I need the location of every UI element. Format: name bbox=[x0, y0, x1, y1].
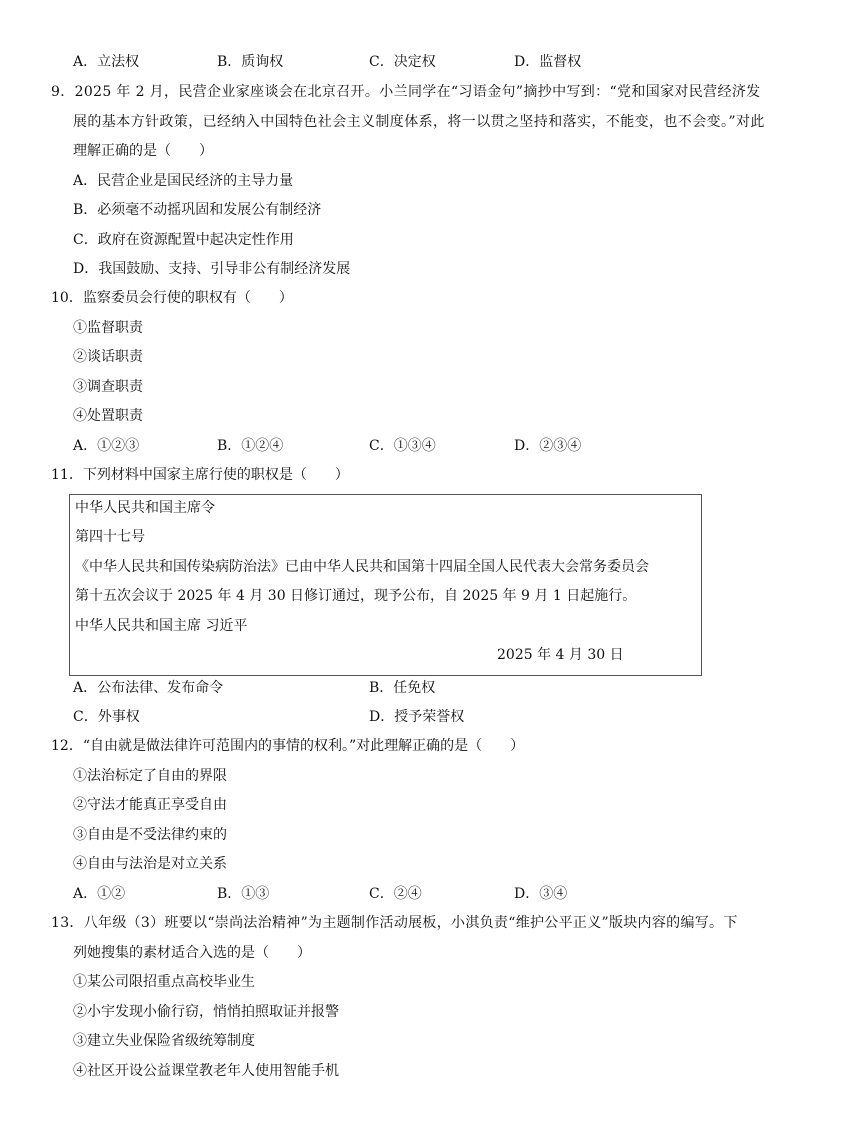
q10-item-2: ②谈话职责 bbox=[73, 349, 143, 365]
q12-item-1: ①法治标定了自由的界限 bbox=[73, 768, 227, 784]
q10-option-c: C．①③④ bbox=[369, 438, 436, 454]
q10-item-4: ④处置职责 bbox=[73, 408, 143, 424]
q12-option-c: C．②④ bbox=[369, 886, 422, 902]
q10-option-d: D．②③④ bbox=[514, 438, 582, 454]
q13-stem-line-2: 列她搜集的素材适合入选的是（ ） bbox=[73, 945, 311, 961]
q13-item-2: ②小宇发现小偷行窃，悄悄拍照取证并报警 bbox=[73, 1004, 339, 1020]
q8-option-c: C．决定权 bbox=[369, 54, 436, 70]
q9-stem-line-3: 理解正确的是（ ） bbox=[73, 143, 213, 159]
q11-material-signature: 中华人民共和国主席 习近平 bbox=[75, 618, 248, 634]
q13-item-3: ③建立失业保险省级统筹制度 bbox=[73, 1033, 255, 1049]
q9-stem-line-2: 展的基本方针政策，已经纳入中国特色社会主义制度体系，将一以贯之坚持和落实，不能变，也不会变。”对此 bbox=[73, 114, 765, 130]
q10-option-a: A．①②③ bbox=[73, 438, 140, 454]
q11-option-a: A．公布法律、发布命令 bbox=[73, 680, 224, 696]
q9-option-b: B．必须毫不动摇巩固和发展公有制经济 bbox=[73, 202, 322, 218]
q8-option-b: B．质询权 bbox=[217, 54, 284, 70]
q9-option-d: D．我国鼓励、支持、引导非公有制经济发展 bbox=[73, 261, 351, 277]
q13-item-4: ④社区开设公益课堂教老年人使用智能手机 bbox=[73, 1063, 339, 1079]
q11-stem: 11．下列材料中国家主席行使的职权是（ ） bbox=[51, 467, 349, 483]
q10-option-b: B．①②④ bbox=[217, 438, 284, 454]
q8-option-a: A．立法权 bbox=[73, 54, 140, 70]
q13-stem-line-1: 13．八年级（3）班要以“崇尚法治精神”为主题制作活动展板，小淇负责“维护公平正义”版块内容的编写。下 bbox=[51, 915, 738, 931]
q12-option-d: D．③④ bbox=[514, 886, 568, 902]
q12-item-4: ④自由与法治是对立关系 bbox=[73, 856, 227, 872]
q11-material-line-1: 中华人民共和国主席令 bbox=[75, 500, 215, 516]
q10-item-1: ①监督职责 bbox=[73, 320, 143, 336]
q12-item-3: ③自由是不受法律约束的 bbox=[73, 827, 227, 843]
q11-option-d: D．授予荣誉权 bbox=[369, 709, 465, 725]
q10-item-3: ③调查职责 bbox=[73, 379, 143, 395]
q12-option-a: A．①② bbox=[73, 886, 126, 902]
q10-stem: 10．监察委员会行使的职权有（ ） bbox=[51, 290, 293, 306]
q11-material-line-3: 《中华人民共和国传染病防治法》已由中华人民共和国第十四届全国人民代表大会常务委员会 bbox=[75, 559, 649, 575]
q12-stem: 12．“自由就是做法律许可范围内的事情的权利。”对此理解正确的是（ ） bbox=[51, 738, 525, 754]
q11-material-date: 2025 年 4 月 30 日 bbox=[497, 647, 624, 663]
q13-item-1: ①某公司限招重点高校毕业生 bbox=[73, 974, 255, 990]
q11-material-line-2: 第四十七号 bbox=[75, 529, 145, 545]
q9-option-c: C．政府在资源配置中起决定性作用 bbox=[73, 232, 294, 248]
q11-option-b: B．任免权 bbox=[369, 680, 436, 696]
q12-item-2: ②守法才能真正享受自由 bbox=[73, 797, 227, 813]
q9-stem-line-1: 9．2025 年 2 月，民营企业家座谈会在北京召开。小兰同学在“习语金句”摘抄中写到：“党和国家对民营经济发 bbox=[51, 84, 761, 100]
q11-option-c: C．外事权 bbox=[73, 709, 140, 725]
q11-material-line-4: 第十五次会议于 2025 年 4 月 30 日修订通过，现予公布，自 2025 年 9 月 1 日起施行。 bbox=[75, 588, 637, 604]
q9-option-a: A．民营企业是国民经济的主导力量 bbox=[73, 173, 294, 189]
q8-option-d: D．监督权 bbox=[514, 54, 582, 70]
q12-option-b: B．①③ bbox=[217, 886, 270, 902]
